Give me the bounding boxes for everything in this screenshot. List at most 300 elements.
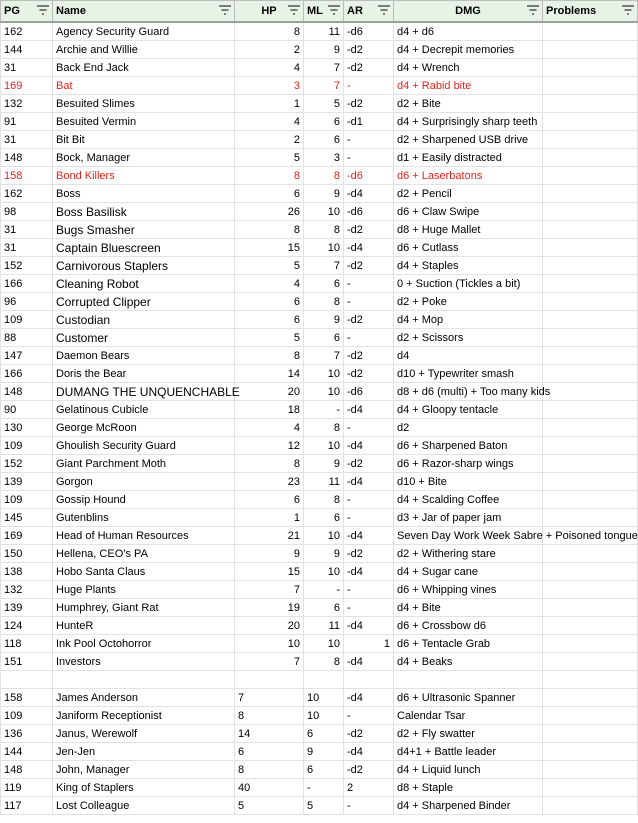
- cell-problems[interactable]: [543, 437, 638, 455]
- cell-dmg[interactable]: d4 + Gloopy tentacle: [394, 401, 543, 419]
- cell-pg[interactable]: 162: [1, 22, 53, 41]
- cell-pg[interactable]: 152: [1, 455, 53, 473]
- cell-hp[interactable]: 1: [235, 95, 304, 113]
- cell-name[interactable]: King of Staplers: [53, 779, 235, 797]
- cell-problems[interactable]: [543, 293, 638, 311]
- table-row[interactable]: [1, 617, 638, 635]
- cell-hp[interactable]: 7: [235, 653, 304, 671]
- cell-problems[interactable]: [543, 599, 638, 617]
- cell-ml[interactable]: 10: [304, 203, 344, 221]
- cell-ar[interactable]: -d2: [344, 257, 394, 275]
- cell-name[interactable]: Bock, Manager: [53, 149, 235, 167]
- cell-name[interactable]: Carnivorous Staplers: [53, 257, 235, 275]
- cell-ml[interactable]: 11: [304, 22, 344, 41]
- table-row[interactable]: [1, 527, 638, 545]
- cell-name[interactable]: Back End Jack: [53, 59, 235, 77]
- table-row[interactable]: [1, 185, 638, 203]
- cell-dmg[interactable]: d4 + Scalding Coffee: [394, 491, 543, 509]
- cell-hp[interactable]: 4: [235, 275, 304, 293]
- cell-name[interactable]: Bat: [53, 77, 235, 95]
- cell-ml[interactable]: 7: [304, 59, 344, 77]
- cell-ml[interactable]: 6: [304, 599, 344, 617]
- cell-name[interactable]: Doris the Bear: [53, 365, 235, 383]
- cell-name[interactable]: [53, 671, 235, 689]
- table-row[interactable]: [1, 383, 638, 401]
- cell-name[interactable]: HunteR: [53, 617, 235, 635]
- cell-ar[interactable]: [344, 671, 394, 689]
- cell-problems[interactable]: [543, 653, 638, 671]
- cell-ar[interactable]: -d6: [344, 22, 394, 41]
- cell-dmg[interactable]: d4 + d6: [394, 22, 543, 41]
- cell-problems[interactable]: [543, 113, 638, 131]
- cell-ar[interactable]: -d4: [344, 401, 394, 419]
- cell-dmg[interactable]: Seven Day Work Week Sabre + Poisoned tongue: [394, 527, 543, 545]
- cell-pg[interactable]: 31: [1, 239, 53, 257]
- cell-problems[interactable]: [543, 509, 638, 527]
- cell-name[interactable]: Gorgon: [53, 473, 235, 491]
- cell-ar[interactable]: 2: [344, 779, 394, 797]
- cell-ml[interactable]: -: [304, 401, 344, 419]
- cell-ml[interactable]: 9: [304, 455, 344, 473]
- cell-dmg[interactable]: d4 + Rabid bite: [394, 77, 543, 95]
- cell-ml[interactable]: 8: [304, 419, 344, 437]
- cell-dmg[interactable]: d4 + Beaks: [394, 653, 543, 671]
- cell-hp[interactable]: 20: [235, 383, 304, 401]
- table-row[interactable]: [1, 275, 638, 293]
- cell-ml[interactable]: 10: [304, 437, 344, 455]
- cell-ml[interactable]: 9: [304, 743, 344, 761]
- table-row[interactable]: [1, 419, 638, 437]
- cell-problems[interactable]: [543, 185, 638, 203]
- header-problems[interactable]: [543, 1, 638, 23]
- cell-ml[interactable]: 6: [304, 275, 344, 293]
- cell-pg[interactable]: 158: [1, 167, 53, 185]
- table-row[interactable]: [1, 347, 638, 365]
- cell-pg[interactable]: 117: [1, 797, 53, 815]
- cell-problems[interactable]: [543, 41, 638, 59]
- cell-dmg[interactable]: d3 + Jar of paper jam: [394, 509, 543, 527]
- cell-dmg[interactable]: d4 + Staples: [394, 257, 543, 275]
- cell-problems[interactable]: [543, 617, 638, 635]
- header-ar[interactable]: [344, 1, 394, 23]
- cell-name[interactable]: Captain Bluescreen: [53, 239, 235, 257]
- cell-hp[interactable]: 6: [235, 185, 304, 203]
- cell-ar[interactable]: -d4: [344, 563, 394, 581]
- cell-dmg[interactable]: d6 + Tentacle Grab: [394, 635, 543, 653]
- cell-ar[interactable]: -: [344, 275, 394, 293]
- cell-name[interactable]: Head of Human Resources: [53, 527, 235, 545]
- cell-dmg[interactable]: d4 + Sharpened Binder: [394, 797, 543, 815]
- cell-hp[interactable]: 6: [235, 491, 304, 509]
- table-row[interactable]: [1, 437, 638, 455]
- cell-hp[interactable]: 15: [235, 563, 304, 581]
- cell-hp[interactable]: 3: [235, 77, 304, 95]
- cell-name[interactable]: Jen-Jen: [53, 743, 235, 761]
- header-name[interactable]: [53, 1, 235, 23]
- cell-ml[interactable]: 10: [304, 707, 344, 725]
- cell-dmg[interactable]: d2 + Pencil: [394, 185, 543, 203]
- cell-dmg[interactable]: d1 + Easily distracted: [394, 149, 543, 167]
- cell-hp[interactable]: 40: [235, 779, 304, 797]
- cell-name[interactable]: John, Manager: [53, 761, 235, 779]
- cell-dmg[interactable]: d2: [394, 419, 543, 437]
- cell-problems[interactable]: [543, 275, 638, 293]
- cell-name[interactable]: James Anderson: [53, 689, 235, 707]
- cell-pg[interactable]: 136: [1, 725, 53, 743]
- cell-name[interactable]: Huge Plants: [53, 581, 235, 599]
- cell-ar[interactable]: -: [344, 77, 394, 95]
- table-row[interactable]: [1, 311, 638, 329]
- header-ml[interactable]: [304, 1, 344, 23]
- cell-ml[interactable]: 10: [304, 383, 344, 401]
- cell-ml[interactable]: 6: [304, 725, 344, 743]
- cell-pg[interactable]: 150: [1, 545, 53, 563]
- cell-hp[interactable]: 4: [235, 59, 304, 77]
- cell-pg[interactable]: 98: [1, 203, 53, 221]
- filter-icon[interactable]: [378, 5, 390, 16]
- cell-pg[interactable]: 130: [1, 419, 53, 437]
- cell-pg[interactable]: 162: [1, 185, 53, 203]
- table-row[interactable]: [1, 743, 638, 761]
- cell-problems[interactable]: [543, 95, 638, 113]
- cell-hp[interactable]: 10: [235, 635, 304, 653]
- filter-icon[interactable]: [288, 5, 300, 16]
- cell-hp[interactable]: 21: [235, 527, 304, 545]
- cell-pg[interactable]: 88: [1, 329, 53, 347]
- cell-name[interactable]: Humphrey, Giant Rat: [53, 599, 235, 617]
- cell-pg[interactable]: 96: [1, 293, 53, 311]
- cell-name[interactable]: Customer: [53, 329, 235, 347]
- cell-dmg[interactable]: d6 + Laserbatons: [394, 167, 543, 185]
- cell-pg[interactable]: 119: [1, 779, 53, 797]
- table-row[interactable]: [1, 41, 638, 59]
- cell-ar[interactable]: -d4: [344, 743, 394, 761]
- table-row[interactable]: [1, 563, 638, 581]
- cell-dmg[interactable]: d10 + Typewriter smash: [394, 365, 543, 383]
- table-row[interactable]: [1, 401, 638, 419]
- cell-name[interactable]: Boss Basilisk: [53, 203, 235, 221]
- cell-pg[interactable]: 124: [1, 617, 53, 635]
- cell-dmg[interactable]: d6 + Cutlass: [394, 239, 543, 257]
- cell-hp[interactable]: 1: [235, 509, 304, 527]
- cell-hp[interactable]: 8: [235, 761, 304, 779]
- cell-ml[interactable]: 10: [304, 563, 344, 581]
- table-row[interactable]: [1, 239, 638, 257]
- table-row[interactable]: [1, 599, 638, 617]
- cell-problems[interactable]: [543, 707, 638, 725]
- cell-ar[interactable]: -d4: [344, 689, 394, 707]
- cell-problems[interactable]: [543, 149, 638, 167]
- cell-name[interactable]: Besuited Slimes: [53, 95, 235, 113]
- cell-pg[interactable]: 169: [1, 527, 53, 545]
- cell-pg[interactable]: 109: [1, 491, 53, 509]
- cell-ml[interactable]: 8: [304, 293, 344, 311]
- cell-hp[interactable]: 8: [235, 455, 304, 473]
- filter-icon[interactable]: [219, 5, 231, 16]
- cell-dmg[interactable]: d6 + Ultrasonic Spanner: [394, 689, 543, 707]
- cell-ar[interactable]: -: [344, 293, 394, 311]
- cell-name[interactable]: Boss: [53, 185, 235, 203]
- cell-dmg[interactable]: [394, 671, 543, 689]
- cell-pg[interactable]: 144: [1, 41, 53, 59]
- cell-hp[interactable]: 23: [235, 473, 304, 491]
- cell-ml[interactable]: 8: [304, 221, 344, 239]
- cell-pg[interactable]: 132: [1, 95, 53, 113]
- cell-problems[interactable]: [543, 59, 638, 77]
- table-row[interactable]: [1, 509, 638, 527]
- cell-dmg[interactable]: Calendar Tsar: [394, 707, 543, 725]
- header-hp[interactable]: [235, 1, 304, 23]
- cell-pg[interactable]: 31: [1, 59, 53, 77]
- cell-ar[interactable]: -: [344, 599, 394, 617]
- cell-ar[interactable]: -d2: [344, 221, 394, 239]
- cell-name[interactable]: Cleaning Robot: [53, 275, 235, 293]
- cell-pg[interactable]: 109: [1, 437, 53, 455]
- cell-hp[interactable]: 12: [235, 437, 304, 455]
- cell-pg[interactable]: 91: [1, 113, 53, 131]
- cell-ml[interactable]: -: [304, 581, 344, 599]
- table-row[interactable]: [1, 455, 638, 473]
- cell-ml[interactable]: 11: [304, 473, 344, 491]
- cell-dmg[interactable]: d10 + Bite: [394, 473, 543, 491]
- cell-hp[interactable]: 14: [235, 365, 304, 383]
- cell-ml[interactable]: 9: [304, 185, 344, 203]
- cell-dmg[interactable]: d4 + Mop: [394, 311, 543, 329]
- cell-name[interactable]: George McRoon: [53, 419, 235, 437]
- cell-name[interactable]: Corrupted Clipper: [53, 293, 235, 311]
- cell-pg[interactable]: 90: [1, 401, 53, 419]
- table-row[interactable]: [1, 581, 638, 599]
- cell-dmg[interactable]: d8 + Huge Mallet: [394, 221, 543, 239]
- cell-hp[interactable]: 6: [235, 311, 304, 329]
- cell-hp[interactable]: 4: [235, 419, 304, 437]
- table-row[interactable]: [1, 221, 638, 239]
- cell-problems[interactable]: [543, 725, 638, 743]
- cell-hp[interactable]: 20: [235, 617, 304, 635]
- cell-problems[interactable]: [543, 22, 638, 41]
- cell-problems[interactable]: [543, 635, 638, 653]
- cell-ar[interactable]: -d4: [344, 437, 394, 455]
- cell-dmg[interactable]: d8 + d6 (multi) + Too many kids: [394, 383, 543, 401]
- cell-problems[interactable]: [543, 401, 638, 419]
- cell-ml[interactable]: 8: [304, 653, 344, 671]
- cell-pg[interactable]: 109: [1, 311, 53, 329]
- cell-hp[interactable]: [235, 671, 304, 689]
- cell-pg[interactable]: 169: [1, 77, 53, 95]
- cell-problems[interactable]: [543, 545, 638, 563]
- cell-ar[interactable]: -d2: [344, 347, 394, 365]
- cell-pg[interactable]: 148: [1, 383, 53, 401]
- cell-name[interactable]: Besuited Vermin: [53, 113, 235, 131]
- cell-ml[interactable]: 7: [304, 77, 344, 95]
- cell-ar[interactable]: -d2: [344, 455, 394, 473]
- cell-problems[interactable]: [543, 329, 638, 347]
- cell-dmg[interactable]: 0 + Suction (Tickles a bit): [394, 275, 543, 293]
- cell-problems[interactable]: [543, 203, 638, 221]
- cell-dmg[interactable]: d2 + Scissors: [394, 329, 543, 347]
- cell-dmg[interactable]: d6 + Sharpened Baton: [394, 437, 543, 455]
- cell-pg[interactable]: 166: [1, 365, 53, 383]
- table-row[interactable]: [1, 491, 638, 509]
- cell-ml[interactable]: 10: [304, 239, 344, 257]
- cell-problems[interactable]: [543, 761, 638, 779]
- cell-dmg[interactable]: d6 + Crossbow d6: [394, 617, 543, 635]
- cell-ar[interactable]: -: [344, 131, 394, 149]
- cell-ar[interactable]: -d2: [344, 725, 394, 743]
- cell-ar[interactable]: -d2: [344, 365, 394, 383]
- cell-name[interactable]: Hobo Santa Claus: [53, 563, 235, 581]
- table-row[interactable]: [1, 113, 638, 131]
- cell-ar[interactable]: -d2: [344, 311, 394, 329]
- cell-problems[interactable]: [543, 779, 638, 797]
- cell-problems[interactable]: [543, 671, 638, 689]
- cell-ar[interactable]: -d2: [344, 761, 394, 779]
- cell-ml[interactable]: 8: [304, 491, 344, 509]
- cell-pg[interactable]: 148: [1, 149, 53, 167]
- filter-icon[interactable]: [328, 5, 340, 16]
- cell-ar[interactable]: -: [344, 707, 394, 725]
- cell-ml[interactable]: 6: [304, 329, 344, 347]
- cell-name[interactable]: Hellena, CEO’s PA: [53, 545, 235, 563]
- cell-hp[interactable]: 5: [235, 329, 304, 347]
- cell-hp[interactable]: 8: [235, 221, 304, 239]
- table-row[interactable]: [1, 725, 638, 743]
- cell-dmg[interactable]: d2 + Withering stare: [394, 545, 543, 563]
- cell-pg[interactable]: 109: [1, 707, 53, 725]
- blank-row[interactable]: [1, 671, 638, 689]
- cell-ml[interactable]: 8: [304, 167, 344, 185]
- cell-name[interactable]: Giant Parchment Moth: [53, 455, 235, 473]
- cell-ar[interactable]: -d6: [344, 203, 394, 221]
- table-row[interactable]: [1, 797, 638, 815]
- header-pg[interactable]: [1, 1, 53, 23]
- cell-problems[interactable]: [543, 383, 638, 401]
- cell-hp[interactable]: 5: [235, 257, 304, 275]
- cell-name[interactable]: Lost Colleague: [53, 797, 235, 815]
- cell-dmg[interactable]: d4 + Liquid lunch: [394, 761, 543, 779]
- table-row[interactable]: [1, 329, 638, 347]
- cell-dmg[interactable]: d6 + Whipping vines: [394, 581, 543, 599]
- cell-ml[interactable]: 9: [304, 311, 344, 329]
- cell-ml[interactable]: 5: [304, 797, 344, 815]
- cell-ml[interactable]: -: [304, 779, 344, 797]
- cell-ml[interactable]: 11: [304, 617, 344, 635]
- cell-name[interactable]: Bit Bit: [53, 131, 235, 149]
- cell-hp[interactable]: 2: [235, 41, 304, 59]
- cell-ml[interactable]: 6: [304, 113, 344, 131]
- cell-pg[interactable]: 147: [1, 347, 53, 365]
- cell-problems[interactable]: [543, 131, 638, 149]
- cell-dmg[interactable]: d4+1 + Battle leader: [394, 743, 543, 761]
- cell-hp[interactable]: 2: [235, 131, 304, 149]
- cell-ar[interactable]: -d6: [344, 167, 394, 185]
- filter-icon[interactable]: [622, 5, 634, 16]
- cell-hp[interactable]: 8: [235, 167, 304, 185]
- cell-name[interactable]: Archie and Willie: [53, 41, 235, 59]
- cell-hp[interactable]: 8: [235, 347, 304, 365]
- cell-ar[interactable]: -d4: [344, 185, 394, 203]
- cell-hp[interactable]: 26: [235, 203, 304, 221]
- cell-name[interactable]: Gossip Hound: [53, 491, 235, 509]
- table-row[interactable]: [1, 131, 638, 149]
- cell-name[interactable]: Janiform Receptionist: [53, 707, 235, 725]
- cell-ar[interactable]: -d1: [344, 113, 394, 131]
- cell-ml[interactable]: 9: [304, 545, 344, 563]
- cell-ar[interactable]: -: [344, 149, 394, 167]
- cell-pg[interactable]: 144: [1, 743, 53, 761]
- cell-pg[interactable]: 145: [1, 509, 53, 527]
- cell-ml[interactable]: [304, 671, 344, 689]
- cell-dmg[interactable]: d4 + Surprisingly sharp teeth: [394, 113, 543, 131]
- cell-ml[interactable]: 10: [304, 689, 344, 707]
- table-row[interactable]: [1, 707, 638, 725]
- cell-ar[interactable]: -d4: [344, 527, 394, 545]
- cell-pg[interactable]: [1, 671, 53, 689]
- cell-hp[interactable]: 9: [235, 545, 304, 563]
- cell-ar[interactable]: -d4: [344, 473, 394, 491]
- cell-ml[interactable]: 10: [304, 365, 344, 383]
- cell-pg[interactable]: 138: [1, 563, 53, 581]
- cell-problems[interactable]: [543, 743, 638, 761]
- cell-problems[interactable]: [543, 563, 638, 581]
- cell-name[interactable]: Custodian: [53, 311, 235, 329]
- cell-ar[interactable]: -: [344, 491, 394, 509]
- cell-hp[interactable]: 5: [235, 149, 304, 167]
- cell-dmg[interactable]: d4 + Wrench: [394, 59, 543, 77]
- cell-name[interactable]: Ghoulish Security Guard: [53, 437, 235, 455]
- cell-name[interactable]: Investors: [53, 653, 235, 671]
- cell-dmg[interactable]: d6 + Razor-sharp wings: [394, 455, 543, 473]
- cell-hp[interactable]: 14: [235, 725, 304, 743]
- cell-hp[interactable]: 19: [235, 599, 304, 617]
- cell-pg[interactable]: 152: [1, 257, 53, 275]
- cell-pg[interactable]: 31: [1, 131, 53, 149]
- table-row[interactable]: [1, 59, 638, 77]
- cell-ml[interactable]: 6: [304, 509, 344, 527]
- cell-problems[interactable]: [543, 221, 638, 239]
- cell-ml[interactable]: 9: [304, 41, 344, 59]
- cell-hp[interactable]: 8: [235, 22, 304, 41]
- cell-dmg[interactable]: d4: [394, 347, 543, 365]
- table-row[interactable]: [1, 22, 638, 41]
- cell-problems[interactable]: [543, 473, 638, 491]
- cell-name[interactable]: Gutenblins: [53, 509, 235, 527]
- cell-problems[interactable]: [543, 797, 638, 815]
- cell-problems[interactable]: [543, 257, 638, 275]
- cell-ar[interactable]: -: [344, 797, 394, 815]
- cell-dmg[interactable]: d4 + Bite: [394, 599, 543, 617]
- cell-dmg[interactable]: d2 + Poke: [394, 293, 543, 311]
- cell-ar[interactable]: -: [344, 581, 394, 599]
- cell-dmg[interactable]: d4 + Decrepit memories: [394, 41, 543, 59]
- cell-dmg[interactable]: d2 + Fly swatter: [394, 725, 543, 743]
- cell-ar[interactable]: -d2: [344, 41, 394, 59]
- cell-ml[interactable]: 5: [304, 95, 344, 113]
- cell-ml[interactable]: 10: [304, 635, 344, 653]
- cell-ml[interactable]: 7: [304, 257, 344, 275]
- cell-problems[interactable]: [543, 491, 638, 509]
- cell-pg[interactable]: 148: [1, 761, 53, 779]
- cell-name[interactable]: Bugs Smasher: [53, 221, 235, 239]
- cell-problems[interactable]: [543, 239, 638, 257]
- cell-ar[interactable]: 1: [344, 635, 394, 653]
- table-row[interactable]: [1, 293, 638, 311]
- cell-pg[interactable]: 158: [1, 689, 53, 707]
- cell-name[interactable]: Agency Security Guard: [53, 22, 235, 41]
- table-row[interactable]: [1, 689, 638, 707]
- cell-hp[interactable]: 18: [235, 401, 304, 419]
- cell-problems[interactable]: [543, 77, 638, 95]
